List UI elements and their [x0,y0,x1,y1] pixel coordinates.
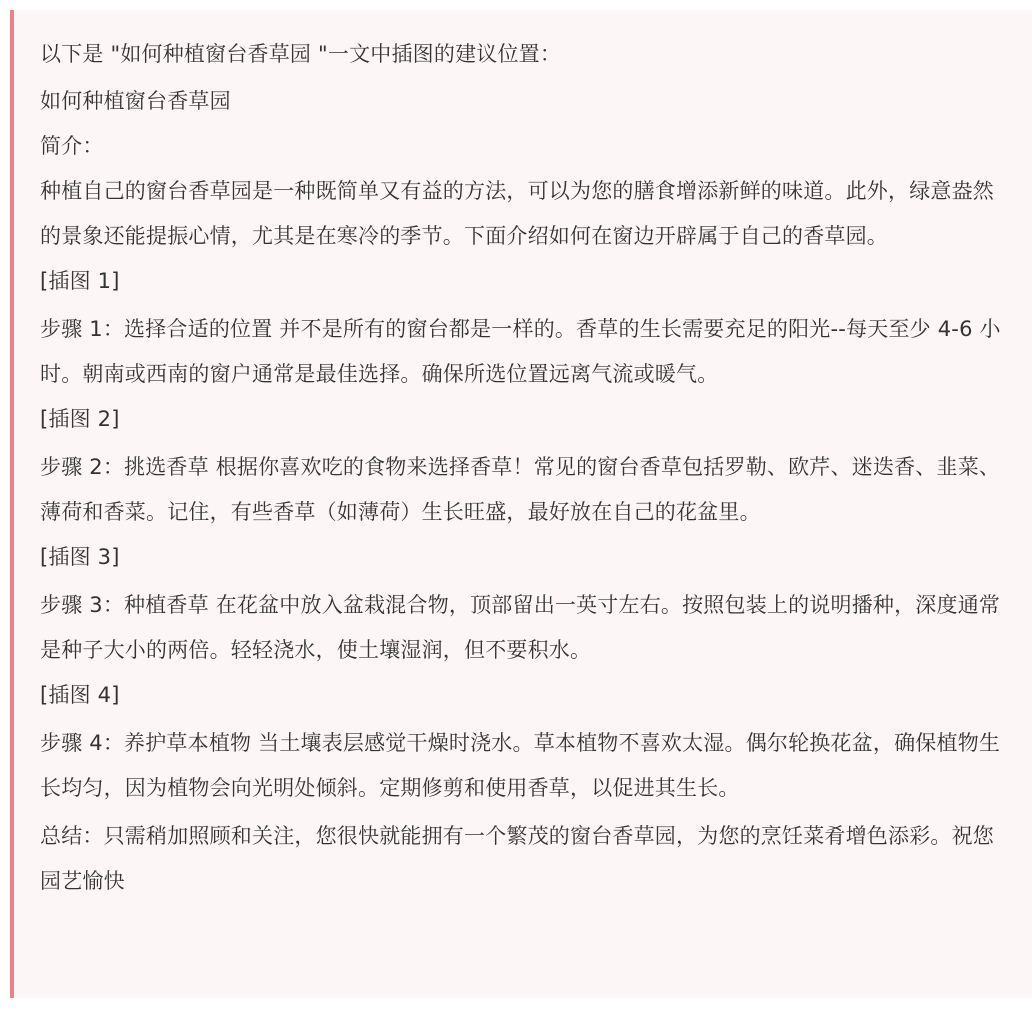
article-title: 如何种植窗台香草园 [40,89,231,113]
intro-line: 以下是 "如何种植窗台香草园 "一文中插图的建议位置： [40,42,562,66]
illustration-marker-2: [插图 2] [40,407,120,431]
intro-paragraph: 种植自己的窗台香草园是一种既简单又有益的方法，可以为您的膳食增添新鲜的味道。此外，绿意盎然的景象还能提振心情，尤其是在寒冷的季节。下面介绍如何在窗边开辟属于自己的香草园。 [40,179,994,248]
step-3-paragraph: 步骤 3：种植香草 在花盆中放入盆栽混合物，顶部留出一英寸左右。按照包装上的说明播种，深度通常是种子大小的两倍。轻轻浇水，使土壤湿润，但不要积水。 [40,593,1001,662]
step-4-paragraph: 步骤 4：养护草本植物 当土壤表层感觉干燥时浇水。草本植物不喜欢太湿。偶尔轮换花盆，确保植物生长均匀，因为植物会向光明处倾斜。定期修剪和使用香草，以促进其生长。 [40,731,1001,800]
response-panel [10,10,1032,998]
conclusion-paragraph: 总结：只需稍加照顾和关注，您很快就能拥有一个繁茂的窗台香草园，为您的烹饪菜肴增色添彩。祝您园艺愉快 [40,824,994,893]
illustration-marker-4: [插图 4] [40,683,120,707]
illustration-marker-1: [插图 1] [40,269,120,293]
step-1-paragraph: 步骤 1：选择合适的位置 并不是所有的窗台都是一样的。香草的生长需要充足的阳光--每天至少 4-6 小时。朝南或西南的窗户通常是最佳选择。确保所选位置远离气流或暖气。 [40,317,1001,386]
illustration-marker-3: [插图 3] [40,545,120,569]
step-2-paragraph: 步骤 2：挑选香草 根据你喜欢吃的食物来选择香草！常见的窗台香草包括罗勒、欧芹、迷迭香、韭菜、薄荷和香菜。记住，有些香草（如薄荷）生长旺盛，最好放在自己的花盆里。 [40,455,1001,524]
intro-heading: 简介： [40,134,104,158]
